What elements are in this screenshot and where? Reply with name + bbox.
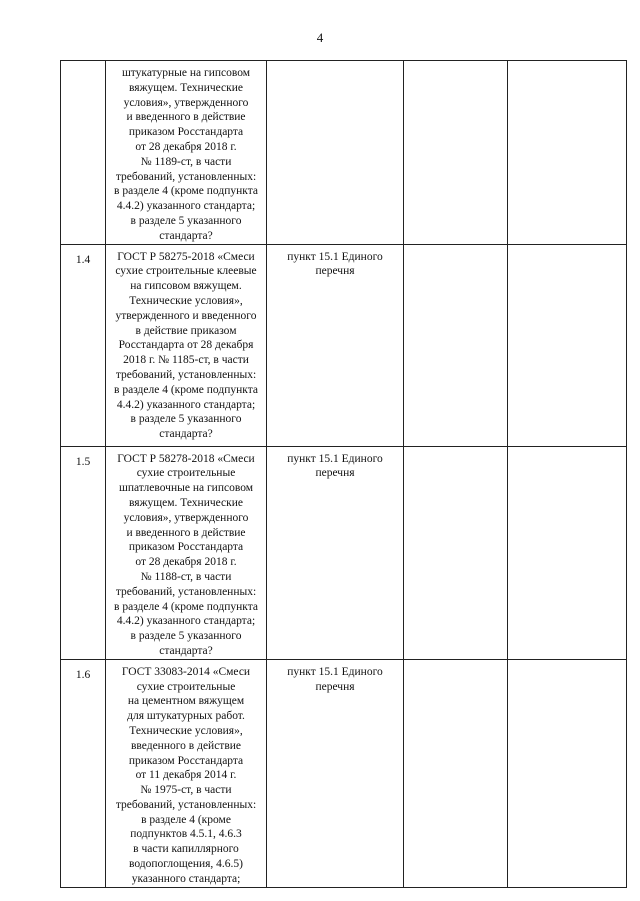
- requirement-text-line: водопоглощения, 4.6.5): [128, 858, 244, 871]
- requirement-text-line: Росстандарта от 28 декабря: [118, 339, 254, 352]
- requirement-document-cell: [106, 659, 267, 887]
- requirement-text-line: стандарта?: [159, 229, 213, 242]
- reference-text-line: пункт 15.1 Единого: [287, 665, 383, 678]
- requirement-text-line: приказом Росстандарта: [128, 541, 244, 554]
- requirement-text-line: Технические условия»,: [129, 724, 243, 737]
- requirement-text-line: № 1188-ст, в части: [140, 570, 232, 583]
- requirement-text-line: в части капиллярного: [133, 843, 239, 856]
- answer-cell: [404, 61, 508, 245]
- requirement-text-line: условия», утвержденного: [123, 96, 249, 109]
- requirement-text-line: требований, установленных:: [115, 798, 257, 811]
- requirement-text-line: на гипсовом вяжущем.: [130, 280, 242, 293]
- requirement-text-line: для штукатурных работ.: [127, 710, 245, 723]
- requirement-text-line: сухие строительные: [136, 467, 236, 480]
- requirement-text-line: подпунктов 4.5.1, 4.6.3: [130, 828, 242, 841]
- requirement-text-line: в действие приказом: [135, 324, 237, 337]
- requirement-text-line: требований, установленных:: [115, 585, 257, 598]
- requirement-text-line: ГОСТ Р 58275-2018 «Смеси: [117, 250, 255, 263]
- requirement-text-line: стандарта?: [159, 644, 213, 657]
- requirement-text-line: приказом Росстандарта: [128, 126, 244, 139]
- answer-cell: [404, 244, 508, 446]
- row-number-cell: 1.4: [61, 244, 106, 446]
- requirement-text-line: в разделе 5 указанного: [130, 630, 242, 643]
- answer-cell: [404, 446, 508, 659]
- requirement-text-line: сухие строительные клеевые: [115, 265, 257, 278]
- requirement-text-line: в разделе 5 указанного: [130, 413, 242, 426]
- requirement-text-line: 4.4.2) указанного стандарта;: [116, 398, 256, 411]
- requirement-document-cell: [106, 446, 267, 659]
- requirement-text-line: шпатлевочные на гипсовом: [118, 482, 254, 495]
- requirement-text-line: ГОСТ Р 58278-2018 «Смеси: [117, 452, 255, 465]
- legal-reference-cell: [267, 446, 404, 659]
- requirement-text-line: в разделе 4 (кроме подпункта: [114, 185, 258, 198]
- note-cell: [508, 446, 627, 659]
- requirement-text-line: вяжущем. Технические: [129, 496, 243, 509]
- requirement-text-line: № 1975-ст, в части: [140, 784, 232, 797]
- legal-reference-cell: [267, 659, 404, 887]
- row-number-cell: 1.6: [61, 659, 106, 887]
- requirement-text-line: в разделе 4 (кроме: [141, 813, 231, 826]
- requirement-text-line: требований, установленных:: [115, 368, 257, 381]
- requirement-text-line: условия», утвержденного: [123, 511, 249, 524]
- requirement-text-line: введенного в действие: [130, 739, 242, 752]
- note-cell: [508, 61, 627, 245]
- requirement-text-line: и введенного в действие: [126, 111, 246, 124]
- requirement-text-line: утвержденного и введенного: [115, 309, 257, 322]
- table-row: [61, 446, 627, 659]
- requirement-document-cell: [106, 61, 267, 245]
- requirement-text-line: вяжущем. Технические: [129, 81, 243, 94]
- requirement-text-line: 2018 г. № 1185-ст, в части: [123, 354, 249, 367]
- requirement-text-line: в разделе 5 указанного: [130, 214, 242, 227]
- requirement-text-line: 4.4.2) указанного стандарта;: [116, 200, 256, 213]
- checklist-table: [60, 60, 627, 888]
- requirement-text-line: от 28 декабря 2018 г.: [135, 140, 237, 153]
- reference-text-line: перечня: [315, 680, 355, 693]
- note-cell: [508, 659, 627, 887]
- answer-cell: [404, 659, 508, 887]
- table-body: [61, 61, 627, 888]
- requirement-text-line: № 1189-ст, в части: [140, 155, 232, 168]
- requirement-text-line: сухие строительные: [136, 680, 236, 693]
- note-cell: [508, 244, 627, 446]
- legal-reference-cell: [267, 244, 404, 446]
- requirement-document-cell: [106, 244, 267, 446]
- reference-text-line: перечня: [315, 265, 355, 278]
- table-row: [61, 61, 627, 245]
- requirement-text-line: требований, установленных:: [115, 170, 257, 183]
- requirement-text-line: в разделе 4 (кроме подпункта: [114, 383, 258, 396]
- requirement-text-line: ГОСТ 33083-2014 «Смеси: [121, 665, 251, 678]
- requirement-text-line: стандарта?: [159, 428, 213, 441]
- requirement-text-line: на цементном вяжущем: [127, 695, 245, 708]
- reference-text-line: перечня: [315, 467, 355, 480]
- table-row: [61, 244, 627, 446]
- page-number: 4: [316, 30, 324, 45]
- reference-text-line: пункт 15.1 Единого: [287, 250, 383, 263]
- requirement-text-line: от 11 декабря 2014 г.: [135, 769, 237, 782]
- requirement-text-line: от 28 декабря 2018 г.: [135, 556, 237, 569]
- reference-text-line: пункт 15.1 Единого: [287, 452, 383, 465]
- requirement-text-line: указанного стандарта;: [131, 872, 241, 885]
- row-number-cell: 1.5: [61, 446, 106, 659]
- row-number-cell: [61, 61, 106, 245]
- requirement-text-line: приказом Росстандарта: [128, 754, 244, 767]
- legal-reference-cell: [267, 61, 404, 245]
- requirement-text-line: Технические условия»,: [129, 294, 243, 307]
- requirement-text-line: и введенного в действие: [126, 526, 246, 539]
- requirement-text-line: 4.4.2) указанного стандарта;: [116, 615, 256, 628]
- requirement-text-line: штукатурные на гипсовом: [121, 67, 251, 79]
- requirement-text-line: в разделе 4 (кроме подпункта: [114, 600, 258, 613]
- table-row: [61, 659, 627, 887]
